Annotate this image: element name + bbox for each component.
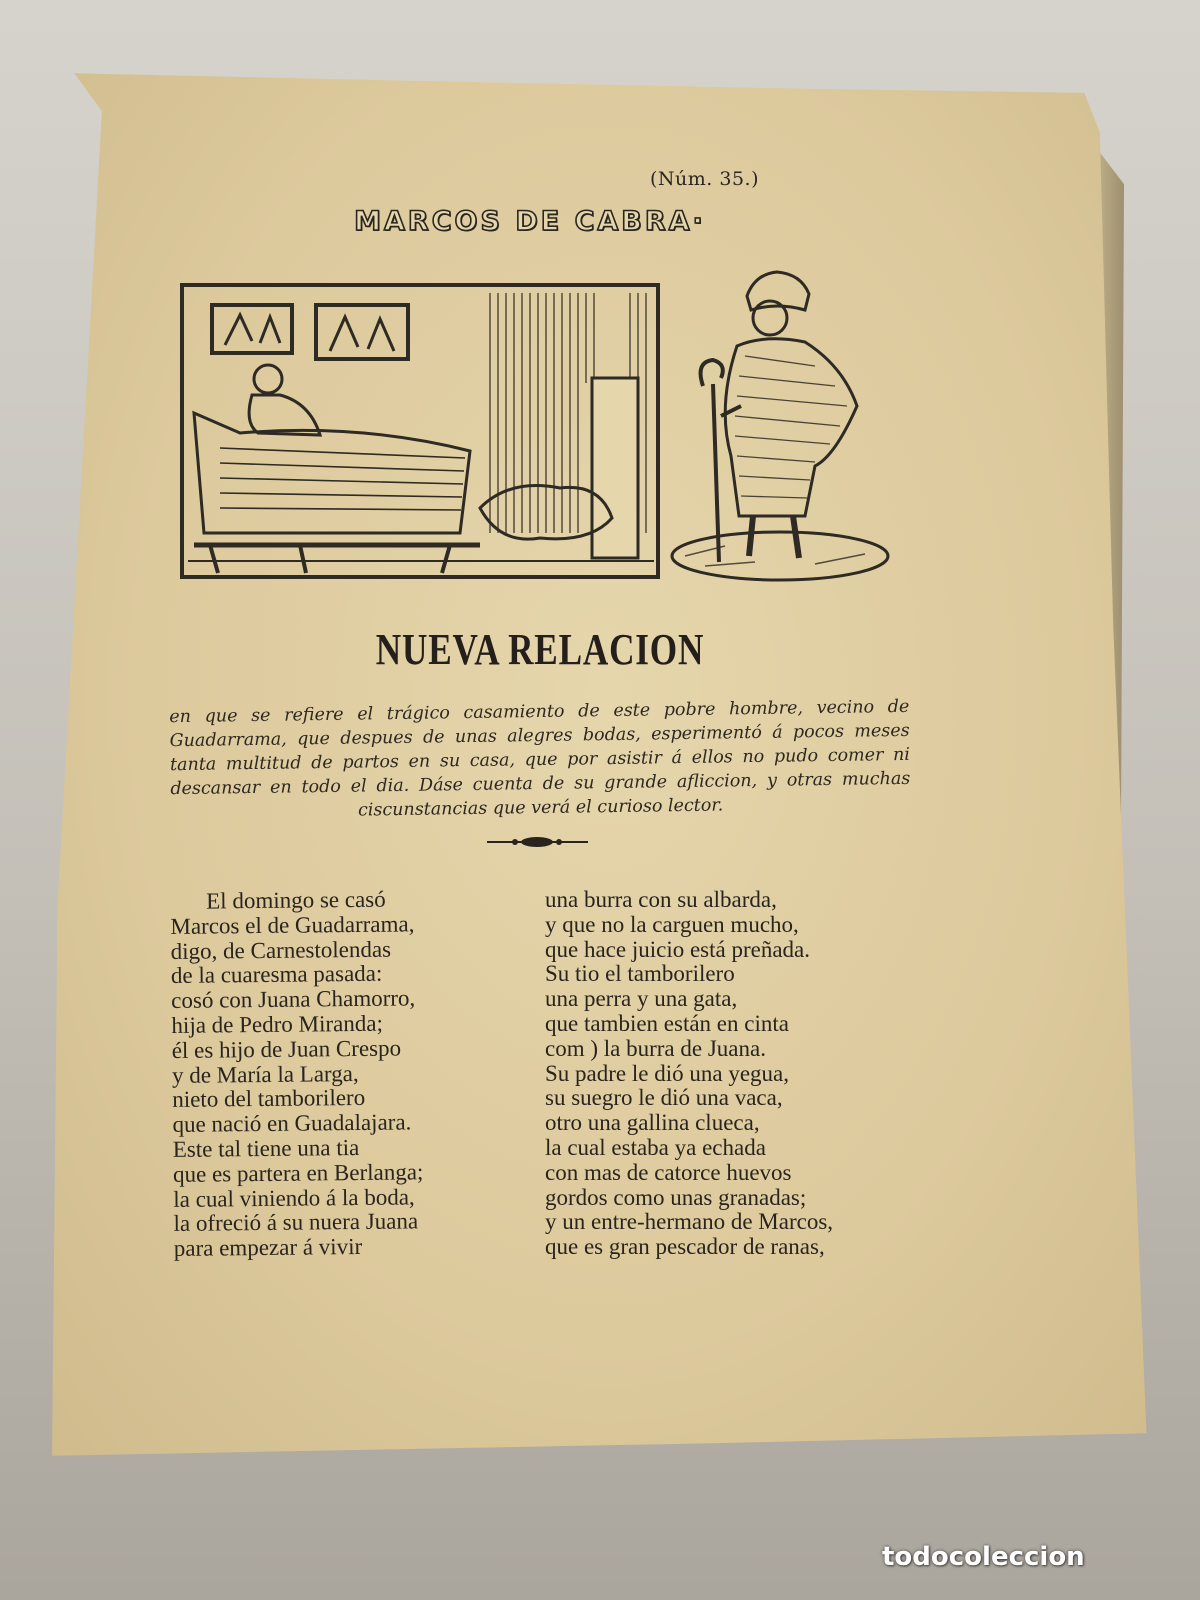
- poem-line: la cual estaba ya echada: [545, 1134, 766, 1160]
- poem-line: una perra y una gata,: [545, 986, 738, 1012]
- poem-column-right: [545, 888, 915, 1260]
- main-heading: NUEVA RELACION: [375, 625, 705, 674]
- poem-line: Su tio el tamborilero: [545, 961, 735, 987]
- woodcut-shepherd-illustration: [665, 266, 895, 586]
- document-title: MARCOS DE CABRA·: [354, 206, 706, 237]
- poem-line: que tambien están en cinta: [545, 1010, 789, 1036]
- poem-line: una burra con su albarda,: [545, 887, 777, 912]
- poem-line: su suegro le dió una vaca,: [545, 1085, 783, 1111]
- poem-line: la cual viniendo á la boda,: [173, 1183, 415, 1212]
- issue-number: (Núm. 35.): [650, 168, 759, 190]
- poem-line: y un entre-hermano de Marcos,: [545, 1209, 834, 1235]
- poem-line: y de María la Larga,: [171, 1060, 359, 1088]
- poem-line: que es gran pescador de ranas,: [545, 1234, 825, 1260]
- poem-column-left: [170, 886, 544, 1262]
- poem-line: gordos como unas granadas;: [545, 1184, 807, 1210]
- poem-line: nieto del tamborilero: [172, 1085, 366, 1113]
- poem-line: hija de Pedro Miranda;: [171, 1010, 384, 1038]
- subtitle-paragraph: en que se refiere el trágico casamiento de este pobre hombre, vecino de Guadarrama, que despues de unas alegres bodas, esperimentó á pocos meses tanta multitud de partos en su casa, que por asistir á ellos no pudo comer ni descansar en todo el dia. Dáse cuenta de su grande afliccion, y otras muchas ciscunstancias que verá el curioso lector.: [169, 696, 911, 821]
- poem-line: Marcos el de Guadarrama,: [170, 911, 415, 939]
- poem-line: otro una gallina clueca,: [545, 1110, 760, 1136]
- poem-line: El domingo se casó: [206, 886, 386, 914]
- poem-line: Este tal tiene una tia: [172, 1134, 360, 1162]
- poem-line: que es partera en Berlanga;: [172, 1159, 424, 1187]
- poem-line: él es hijo de Juan Crespo: [171, 1035, 402, 1063]
- poem-line: y que no la carguen mucho,: [545, 911, 799, 937]
- poem-line: Su padre le dió una yegua,: [545, 1060, 789, 1086]
- poem-line: la ofreció á su nuera Juana: [173, 1208, 419, 1237]
- poem-line: con mas de catorce huevos: [545, 1159, 792, 1185]
- poem-line: que nació en Guadalajara.: [172, 1109, 412, 1138]
- poem-line: de la cuaresma pasada:: [170, 961, 383, 989]
- poem-line: com ) la burra de Juana.: [545, 1035, 766, 1061]
- poem-line: que hace juicio está preñada.: [545, 936, 811, 962]
- poem-line: cosó con Juana Chamorro,: [171, 985, 416, 1014]
- woodcut-bedroom-illustration: [180, 283, 662, 581]
- poem-line: digo, de Carnestolendas: [170, 936, 392, 964]
- poem-line: para empezar á vivir: [173, 1234, 363, 1262]
- ornament-divider: [485, 834, 590, 850]
- watermark-logo: todocoleccion: [882, 1542, 1085, 1572]
